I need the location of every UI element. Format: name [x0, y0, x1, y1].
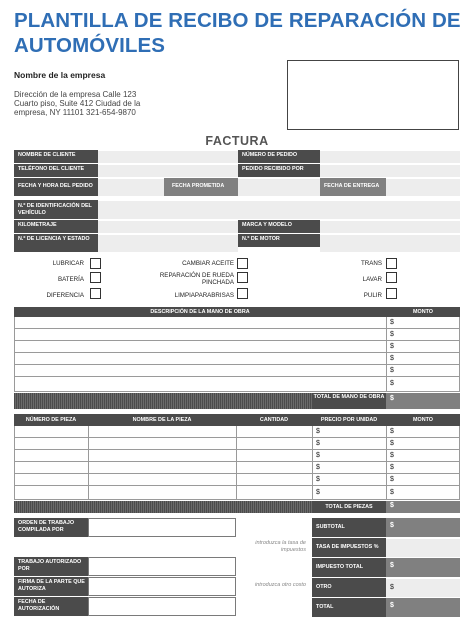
checkbox-limpiaparabrisas[interactable] [237, 288, 248, 299]
field-authorized-by[interactable] [88, 557, 236, 576]
label-received-by: PEDIDO RECIBIDO POR [238, 164, 320, 177]
label-make-model: MARCA Y MODELO [238, 220, 320, 233]
parts-amount-currency: $ [390, 464, 394, 471]
label-vin: N.º DE IDENTIFICACIÓN DEL VEHÍCULO [14, 200, 98, 219]
label-tax-rate: TASA DE IMPUESTOS % [312, 538, 386, 557]
parts-unit-currency: $ [316, 440, 320, 447]
parts-amount-currency: $ [390, 428, 394, 435]
label-other: OTRO [312, 578, 386, 597]
value-total[interactable]: $ [386, 598, 460, 617]
parts-total-value[interactable]: $ [386, 501, 460, 513]
label-order-date: FECHA Y HORA DEL PEDIDO [14, 178, 98, 196]
parts-header-number: NÚMERO DE PIEZA [14, 414, 88, 426]
hint-tax-rate: introduzca la tasa de impuestos [255, 540, 306, 553]
parts-unit-currency: $ [316, 452, 320, 459]
parts-amount-currency: $ [390, 489, 394, 496]
label-license: N.º DE LICENCIA Y ESTADO [14, 234, 98, 252]
value-subtotal[interactable]: $ [386, 518, 460, 537]
parts-amount-currency: $ [390, 452, 394, 459]
field-make-model[interactable] [320, 220, 460, 233]
field-customer-phone[interactable] [98, 164, 238, 177]
parts-total-filler [14, 501, 312, 513]
checkbox-bateria[interactable] [90, 272, 101, 283]
service-label: LUBRICAR [52, 260, 84, 267]
field-delivery-date[interactable] [386, 178, 460, 196]
label-total: TOTAL [312, 598, 386, 617]
label-delivery-date: FECHA DE ENTREGA [320, 178, 386, 196]
field-customer-name[interactable] [98, 150, 238, 163]
field-vin[interactable] [98, 200, 460, 219]
parts-header-unit-price: PRECIO POR UNIDAD [312, 414, 386, 426]
labor-total-label: TOTAL DE MANO DE OBRA [312, 393, 386, 409]
field-compiled-by[interactable] [88, 518, 236, 537]
label-total-tax: IMPUESTO TOTAL [312, 558, 386, 577]
field-signature[interactable] [88, 577, 236, 596]
company-name[interactable]: Nombre de la empresa [14, 70, 106, 80]
labor-currency: $ [390, 380, 394, 387]
service-label: LAVAR [362, 276, 382, 283]
label-engine: N.º DE MOTOR [238, 234, 320, 247]
service-label: PULIR [363, 292, 382, 299]
field-engine[interactable] [320, 234, 460, 252]
field-order-date[interactable] [98, 178, 164, 196]
label-mileage: KILOMETRAJE [14, 220, 98, 233]
service-label: REPARACIÓN DE RUEDA PINCHADA [159, 272, 234, 286]
service-label: LIMPIAPARABRISAS [174, 292, 234, 299]
parts-unit-currency: $ [316, 464, 320, 471]
document-title: PLANTILLA DE RECIBO DE REPARACIÓN DE AUTOMÓVILES [14, 9, 461, 57]
parts-header-name: NOMBRE DE LA PIEZA [88, 414, 236, 426]
labor-currency: $ [390, 319, 394, 326]
label-compiled-by: ORDEN DE TRABAJO COMPILADA POR [14, 518, 88, 537]
checkbox-lubricar[interactable] [90, 258, 101, 269]
labor-currency: $ [390, 355, 394, 362]
field-order-number[interactable] [320, 150, 460, 163]
labor-total-value[interactable]: $ [386, 393, 460, 409]
field-license[interactable] [98, 234, 238, 252]
parts-unit-currency: $ [316, 476, 320, 483]
labor-currency: $ [390, 331, 394, 338]
label-signature: FIRMA DE LA PARTE QUE AUTORIZA [14, 577, 88, 596]
labor-desc-header: DESCRIPCIÓN DE LA MANO DE OBRA [14, 307, 386, 317]
parts-header-qty: CANTIDAD [236, 414, 312, 426]
checkbox-cambiar-aceite[interactable] [237, 258, 248, 269]
service-label: TRANS [361, 260, 382, 267]
label-subtotal: SUBTOTAL [312, 518, 386, 537]
logo-placeholder[interactable] [287, 60, 459, 130]
value-total-tax[interactable]: $ [386, 558, 460, 577]
label-customer-phone: TELÉFONO DEL CLIENTE [14, 164, 98, 177]
labor-currency: $ [390, 367, 394, 374]
value-other[interactable]: $ [386, 578, 460, 597]
parts-amount-currency: $ [390, 440, 394, 447]
service-label: BATERÍA [57, 276, 84, 283]
service-label: DIFERENCIA [46, 292, 84, 299]
checkbox-pulir[interactable] [386, 288, 397, 299]
parts-amount-currency: $ [390, 476, 394, 483]
labor-currency: $ [390, 343, 394, 350]
parts-header-amount: MONTO [386, 414, 460, 426]
field-promised-date[interactable] [238, 178, 320, 196]
parts-total-label: TOTAL DE PIEZAS [312, 501, 386, 513]
service-label: CAMBIAR ACEITE [182, 260, 234, 267]
field-authorization-date[interactable] [88, 597, 236, 616]
field-mileage[interactable] [98, 220, 238, 233]
parts-unit-currency: $ [316, 428, 320, 435]
labor-amount-header: MONTO [386, 307, 460, 317]
value-tax-rate[interactable] [386, 538, 460, 557]
label-order-number: NÚMERO DE PEDIDO [238, 150, 320, 163]
field-received-by[interactable] [320, 164, 460, 177]
company-address[interactable]: Dirección de la empresa Calle 123 Cuarto piso, Suite 412 Ciudad de la empresa, NY 11101 321-654-9870 [14, 90, 141, 117]
label-promised-date: FECHA PROMETIDA [164, 178, 238, 196]
parts-unit-currency: $ [316, 489, 320, 496]
checkbox-trans[interactable] [386, 258, 397, 269]
checkbox-lavar[interactable] [386, 272, 397, 283]
hint-other-cost: introduzca otro costo [254, 582, 306, 588]
labor-total-filler [14, 393, 312, 409]
label-customer-name: NOMBRE DE CLIENTE [14, 150, 98, 163]
label-authorized-by: TRABAJO AUTORIZADO POR [14, 557, 88, 576]
label-authorization-date: FECHA DE AUTORIZACIÓN [14, 597, 88, 616]
invoice-heading: FACTURA [205, 134, 269, 148]
checkbox-diferencia[interactable] [90, 288, 101, 299]
checkbox-rueda-pinchada[interactable] [237, 272, 248, 283]
